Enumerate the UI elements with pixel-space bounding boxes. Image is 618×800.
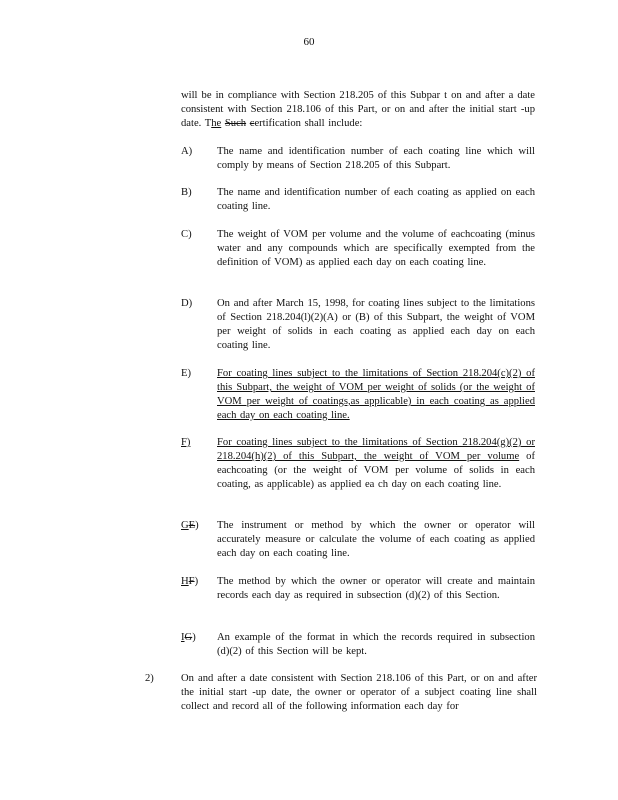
list-item-i (181, 631, 536, 659)
item-label: B) (181, 187, 192, 198)
list-item-c (181, 228, 536, 270)
label-close: ) (192, 632, 196, 643)
item-label: A) (181, 146, 193, 157)
paragraph-text: On and after a date consistent with Section 218.106 of this Part, or on and after the initial start -up date, the owner or operator of a subject coating line shall collect and record all of the following information each day for (181, 673, 537, 712)
list-item-d (181, 297, 536, 353)
list-item-g (181, 519, 536, 561)
list-item-f (181, 436, 536, 492)
item-text: The method by which the owner or operator will create and maintain records each day as required in subsection (d)(2) of this Section. (217, 576, 535, 601)
item-label: D) (181, 298, 193, 309)
item-label: C) (181, 229, 192, 240)
label-deleted: G (184, 632, 193, 643)
label-close: ) (195, 520, 199, 531)
list-item-e (181, 367, 536, 423)
label-deleted: F (188, 576, 195, 587)
intro-deleted-text: Such (224, 118, 247, 129)
intro-text: will be in compliance with Section 218.205 of this Subpar t on and after a date consistent with Section 218.106 of this Part, or on and after the initial start -up date. T (181, 90, 535, 129)
item-text-inserted: For coating lines subject to the limitations of Section 218.204(c)(2) of this Subpart, the weight of VOM per weight of solids (or the weight of VOM per weight of coatings,as applicable) in each coating as applied each day on each coating line. (217, 368, 535, 421)
label-inserted: H (181, 576, 189, 587)
intro-deleted-prefix: c (249, 118, 255, 129)
label-close: ) (194, 576, 199, 587)
paragraph-label: 2) (145, 673, 154, 684)
item-label (181, 575, 211, 589)
item-text: The weight of VOM per volume and the volume of eachcoating (minus water and any compounds which are specifically exempted from the definition of VOM) as applied each day on each coating line. (217, 229, 535, 268)
item-text (217, 436, 535, 492)
intro-paragraph (181, 89, 535, 131)
item-text: The name and identification number of each coating line which will comply by means of Section 218.205 of this Subpart. (217, 146, 535, 171)
intro-inserted-text: he (211, 118, 222, 129)
item-text: The instrument or method by which the owner or operator will accurately measure or calculate the volume of each coating as applied each day on each coating line. (217, 520, 535, 559)
item-label (181, 519, 211, 533)
list-item-h (181, 575, 536, 603)
page-number: 60 (303, 36, 315, 48)
item-text-inserted: For coating lines subject to the limitations of Section 218.204(g)(2) or 218.204(h)(2) of this Subpart, the weight of VOM per volume (217, 437, 535, 462)
item-text: The name and identification number of each coating as applied on each coating line. (217, 187, 535, 212)
paragraph-2 (145, 672, 537, 714)
item-text-plain: of eachcoating (or the weight of VOM per volume of solids in each coating, as applicable) as applied ea ch day on each coating line. (217, 451, 535, 490)
item-text: An example of the format in which the records required in subsection (d)(2) of this Section will be kept. (217, 632, 535, 657)
item-text: On and after March 15, 1998, for coating lines subject to the limitations of Section 218.204(l)(2)(A) or (B) of this Subpart, the weight of VOM per weight of solids in each coating as applied each day on each coating line. (217, 298, 535, 351)
intro-tail-text: ertification shall include: (254, 118, 363, 129)
item-label: E) (181, 368, 191, 379)
list-item-b (181, 186, 536, 214)
label-inserted: I (181, 632, 185, 643)
list-item-a (181, 145, 536, 173)
item-label: F) (181, 437, 191, 448)
label-deleted: E (188, 520, 196, 531)
item-label (181, 631, 211, 645)
label-inserted: G (181, 520, 189, 531)
